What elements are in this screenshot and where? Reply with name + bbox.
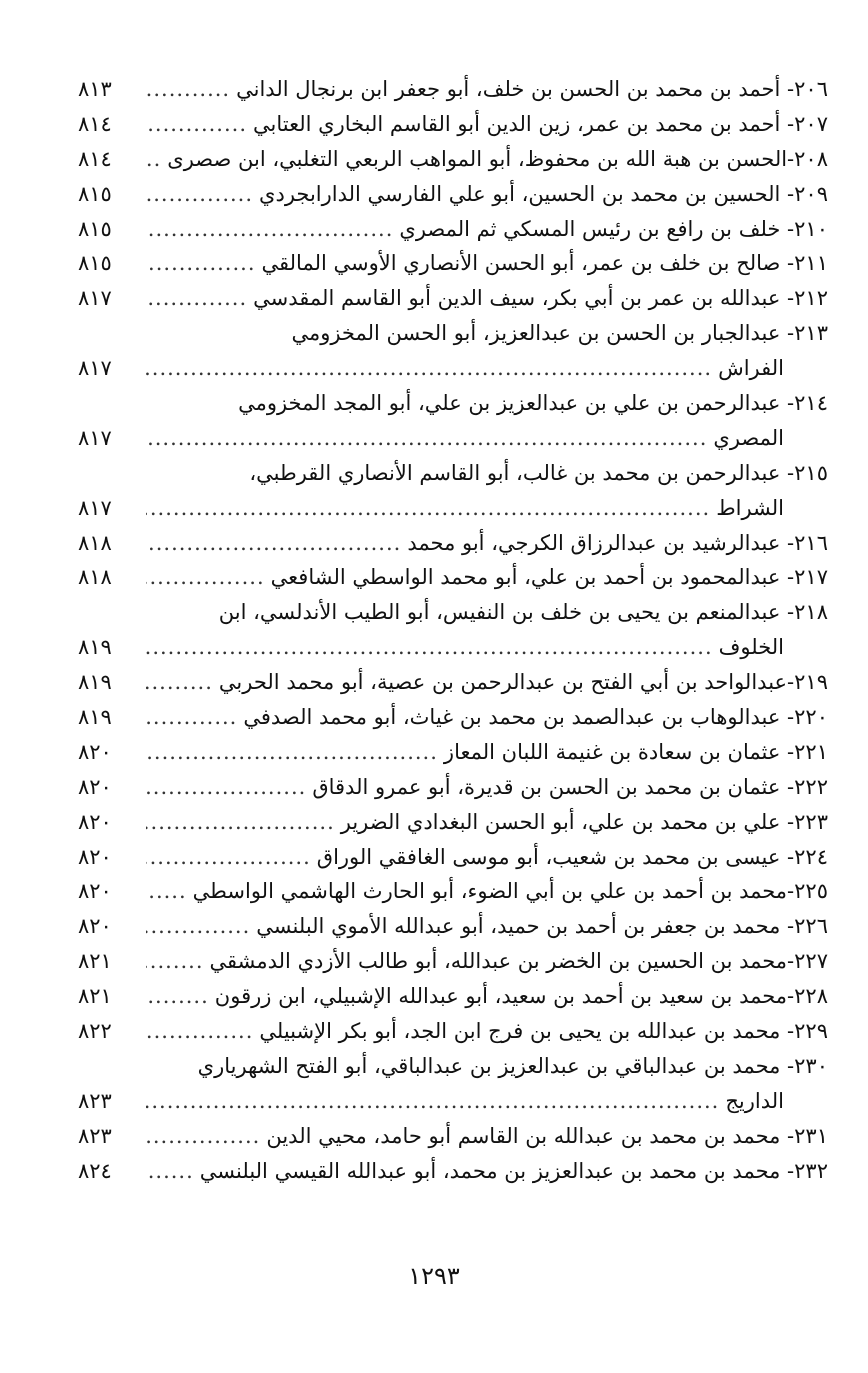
toc-entry xyxy=(78,1154,828,1189)
toc-entry xyxy=(78,72,828,107)
dot-leader xyxy=(146,630,713,665)
toc-entry xyxy=(78,665,828,700)
dot-leader xyxy=(146,979,209,1014)
toc-entry xyxy=(78,281,828,316)
dot-leader xyxy=(146,281,247,316)
toc-entry-page: ٨١٧ xyxy=(78,425,112,450)
dot-leader xyxy=(146,246,256,281)
dot-leader xyxy=(146,177,253,212)
toc-entry-page: ٨١٨ xyxy=(78,530,112,555)
toc-entry-title-line xyxy=(78,1014,828,1049)
toc-entry xyxy=(78,595,828,665)
toc-entry-text: ٢١٩-عبدالواحد بن أبي الفتح بن عبدالرحمن بن عصية، أبو محمد الحربي xyxy=(218,670,828,695)
toc-entry-title-line xyxy=(78,595,828,630)
toc-entry-text: ٢٢١- عثمان بن سعادة بن غنيمة اللبان المعاز xyxy=(443,739,828,764)
toc-entry xyxy=(78,560,828,595)
toc-entry-title-line xyxy=(78,456,828,491)
toc-entry-text: ٢١٣- عبدالجبار بن الحسن بن عبدالعزيز، أبو الحسن المخزومي xyxy=(291,321,828,346)
toc-entry xyxy=(78,212,828,247)
toc-entry-text: ٢١٦- عبدالرشيد بن عبدالرزاق الكرجي، أبو محمد xyxy=(407,530,828,555)
toc-entry-continuation-line xyxy=(78,351,828,386)
toc-entry xyxy=(78,944,828,979)
dot-leader xyxy=(146,1119,260,1154)
toc-entry-page: ٨١٥ xyxy=(78,251,112,276)
dot-leader xyxy=(146,1014,253,1049)
dot-leader xyxy=(146,700,237,735)
toc-entry-page: ٨٢٠ xyxy=(78,739,112,764)
toc-entry-text: الشراط xyxy=(716,495,784,520)
dot-leader xyxy=(146,351,712,386)
toc-entry xyxy=(78,735,828,770)
toc-entry-title-line xyxy=(78,944,828,979)
dot-leader xyxy=(146,874,187,909)
toc-entry-continuation-line xyxy=(78,491,828,526)
toc-entry-title-line xyxy=(78,246,828,281)
toc-entry-text: الفراش xyxy=(718,356,784,381)
dot-leader xyxy=(146,72,230,107)
toc-entry-text: ٢٢٧-محمد بن الحسين بن الخضر بن عبدالله، أبو طالب الأزدي الدمشقي xyxy=(209,949,828,974)
toc-entry-title-line xyxy=(78,979,828,1014)
toc-entry-title-line xyxy=(78,1154,828,1189)
toc-entry-text: ٢٢٥-محمد بن أحمد بن علي بن أبي الضوء، أبو الحارث الهاشمي الواسطي xyxy=(192,879,828,904)
toc-entry-title-line xyxy=(78,177,828,212)
dot-leader xyxy=(146,421,707,456)
toc-entry-title-line xyxy=(78,316,828,351)
toc-entry-page: ٨٢٣ xyxy=(78,1088,112,1113)
toc-entry xyxy=(78,386,828,456)
toc-entry-page: ٨١٩ xyxy=(78,705,112,730)
toc-entry-title-line xyxy=(78,840,828,875)
toc-entry-text: ٢١١- صالح بن خلف بن عمر، أبو الحسن الأنصاري الأوسي المالقي xyxy=(261,251,828,276)
dot-leader xyxy=(146,1084,719,1119)
toc-entry-page: ٨١٥ xyxy=(78,216,112,241)
toc-entry-text: ٢٢٢- عثمان بن محمد بن الحسن بن قديرة، أبو عمرو الدقاق xyxy=(312,774,828,799)
dot-leader xyxy=(146,560,265,595)
toc-entry-title-line xyxy=(78,107,828,142)
toc-entry-page: ٨١٤ xyxy=(78,111,112,136)
dot-leader xyxy=(146,735,438,770)
dot-leader xyxy=(146,107,247,142)
toc-entry-page: ٨١٩ xyxy=(78,635,112,660)
toc-entry-page: ٨٢٠ xyxy=(78,914,112,939)
toc-entry xyxy=(78,909,828,944)
toc-entry-text: الخلوف xyxy=(718,635,784,660)
toc-entry-title-line xyxy=(78,700,828,735)
toc-entry-page: ٨٢٠ xyxy=(78,809,112,834)
toc-entry-text: ٢١٤- عبدالرحمن بن علي بن عبدالعزيز بن علي، أبو المجد المخزومي xyxy=(238,391,828,416)
toc-entry-page: ٨٢٣ xyxy=(78,1123,112,1148)
toc-entry-page: ٨١٣ xyxy=(78,77,112,101)
toc-entry-text: ٢١٢- عبدالله بن عمر بن أبي بكر، سيف الدين أبو القاسم المقدسي xyxy=(253,286,828,311)
toc-entry xyxy=(78,1014,828,1049)
toc-entry-continuation-line xyxy=(78,1084,828,1119)
toc-entry xyxy=(78,107,828,142)
toc-entry-page: ٨٢٢ xyxy=(78,1019,112,1044)
toc-entry-page: ٨١٨ xyxy=(78,565,112,590)
dot-leader xyxy=(146,909,250,944)
dot-leader xyxy=(146,526,401,561)
dot-leader xyxy=(146,805,335,840)
toc-entry xyxy=(78,316,828,386)
toc-entry-title-line xyxy=(78,735,828,770)
toc-entry-text: ٢٠٦- أحمد بن محمد بن الحسن بن خلف، أبو جعفر ابن برنجال الداني xyxy=(236,77,828,101)
toc-entry-title-line xyxy=(78,874,828,909)
toc-entry-title-line xyxy=(78,909,828,944)
toc-entry-title-line xyxy=(78,665,828,700)
dot-leader xyxy=(146,665,213,700)
toc-entry xyxy=(78,456,828,526)
toc-entry xyxy=(78,700,828,735)
toc-entry-title-line xyxy=(78,142,828,177)
page-number: ١٢٩٣ xyxy=(408,1262,460,1290)
toc-entry xyxy=(78,805,828,840)
dot-leader xyxy=(146,491,710,526)
dot-leader xyxy=(146,1154,194,1189)
toc-entry-page: ٨١٧ xyxy=(78,286,112,311)
toc-entry-text: ٢٢٨-محمد بن سعيد بن أحمد بن سعيد، أبو عبدالله الإشبيلي، ابن زرقون xyxy=(214,984,828,1009)
dot-leader xyxy=(146,212,393,247)
toc-entry-title-line xyxy=(78,1049,828,1084)
toc-entry-continuation-line xyxy=(78,630,828,665)
toc-entry-title-line xyxy=(78,770,828,805)
toc-entry-page: ٨١٧ xyxy=(78,495,112,520)
toc-entry-page: ٨٢٠ xyxy=(78,844,112,869)
toc-entry xyxy=(78,142,828,177)
toc-entry-text: ٢٢٣- علي بن محمد بن علي، أبو الحسن البغدادي الضرير xyxy=(340,809,828,834)
toc-entry-page: ٨٢١ xyxy=(78,949,112,974)
toc-entry-text: ٢٠٧- أحمد بن محمد بن عمر، زين الدين أبو القاسم البخاري العتابي xyxy=(253,111,828,136)
toc-entry-text: ٢٢٩- محمد بن عبدالله بن يحيى بن فرج ابن الجد، أبو بكر الإشبيلي xyxy=(259,1019,828,1044)
toc-entry xyxy=(78,874,828,909)
dot-leader xyxy=(146,944,204,979)
toc-entry-text: ٢١٧- عبدالمحمود بن أحمد بن علي، أبو محمد الواسطي الشافعي xyxy=(270,565,828,590)
toc-entry-title-line xyxy=(78,72,828,107)
toc-entry-page: ٨٢٤ xyxy=(78,1158,112,1183)
dot-leader xyxy=(146,142,161,177)
toc-entry xyxy=(78,840,828,875)
toc-entry-text: ٢١٥- عبدالرحمن بن محمد بن غالب، أبو القاسم الأنصاري القرطبي، xyxy=(249,460,828,485)
toc-entry-text: ٢٢٠- عبدالوهاب بن عبدالصمد بن محمد بن غياث، أبو محمد الصدفي xyxy=(243,705,828,730)
toc-entry-page: ٨٢١ xyxy=(78,984,112,1009)
toc-entry-text: ٢١٨- عبدالمنعم بن يحيى بن خلف بن النفيس، أبو الطيب الأندلسي، ابن xyxy=(218,600,828,625)
toc-entry-continuation-line xyxy=(78,421,828,456)
toc-entry-page: ٨٢٠ xyxy=(78,879,112,904)
toc-entry-page: ٨٢٠ xyxy=(78,774,112,799)
toc-entry-title-line xyxy=(78,212,828,247)
toc-entry xyxy=(78,1049,828,1119)
toc-entry xyxy=(78,526,828,561)
toc-entry-text: ٢٣٠- محمد بن عبدالباقي بن عبدالعزيز بن عبدالباقي، أبو الفتح الشهرياري xyxy=(197,1053,828,1078)
toc-entry-text: المصري xyxy=(713,425,784,450)
toc-entry xyxy=(78,246,828,281)
toc-entry-page: ٨١٧ xyxy=(78,356,112,381)
toc-entry-title-line xyxy=(78,281,828,316)
toc-entry xyxy=(78,979,828,1014)
toc-entry-text: ٢٠٩- الحسين بن محمد بن الحسين، أبو علي الفارسي الدارابجردي xyxy=(259,181,828,206)
toc-entry-title-line xyxy=(78,386,828,421)
toc-entry-text: ٢٣٢- محمد بن محمد بن عبدالعزيز بن محمد، أبو عبدالله القيسي البلنسي xyxy=(199,1158,828,1183)
toc-entry-text: ٢٠٨-الحسن بن هبة الله بن محفوظ، أبو المواهب الربعي التغلبي، ابن صصرى xyxy=(167,146,828,171)
toc-entry-page: ٨١٤ xyxy=(78,146,112,171)
toc-entry-page: ٨١٩ xyxy=(78,670,112,695)
toc-entry xyxy=(78,770,828,805)
toc-entry-text: الداريج xyxy=(725,1088,784,1113)
toc-entry-title-line xyxy=(78,805,828,840)
toc-entry-title-line xyxy=(78,526,828,561)
toc-entry-text: ٢٢٤- عيسى بن محمد بن شعيب، أبو موسى الغافقي الوراق xyxy=(316,844,828,869)
toc-entry-page: ٨١٥ xyxy=(78,181,112,206)
toc-entry xyxy=(78,1119,828,1154)
toc-entry-text: ٢١٠- خلف بن رافع بن رئيس المسكي ثم المصري xyxy=(399,216,828,241)
dot-leader xyxy=(146,840,311,875)
toc-entry-title-line xyxy=(78,1119,828,1154)
toc-entry xyxy=(78,177,828,212)
toc-entry-title-line xyxy=(78,560,828,595)
toc-entry-text: ٢٢٦- محمد بن جعفر بن أحمد بن حميد، أبو عبدالله الأموي البلنسي xyxy=(256,914,828,939)
dot-leader xyxy=(146,770,306,805)
table-of-contents xyxy=(78,72,828,1189)
toc-entry-text: ٢٣١- محمد بن محمد بن عبدالله بن القاسم أبو حامد، محيي الدين xyxy=(266,1123,828,1148)
